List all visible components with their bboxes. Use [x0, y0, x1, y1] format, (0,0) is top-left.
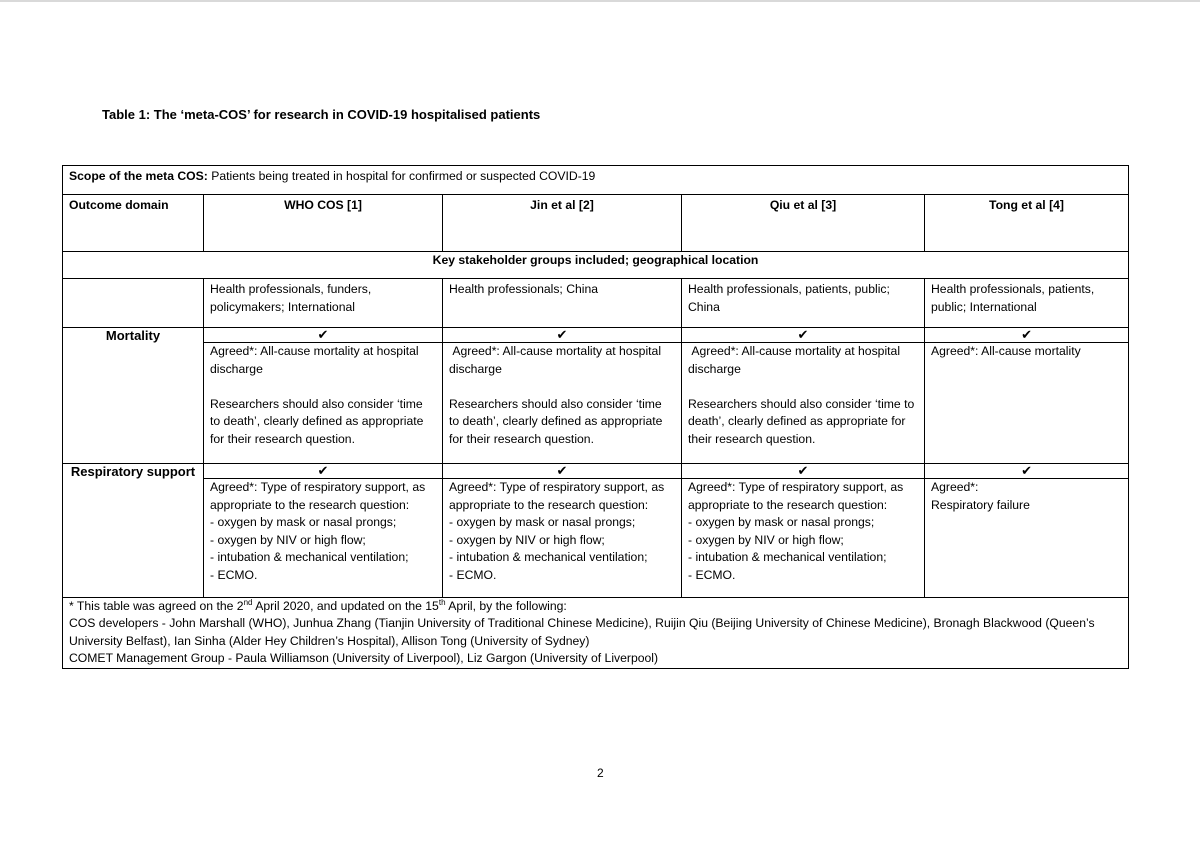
- footnote-comet: COMET Management Group - Paula Williamson (University of Liverpool), Liz Gargon (University of Liverpool): [69, 651, 659, 666]
- stakeholder-heading: Key stakeholder groups included; geographical location: [63, 252, 1129, 279]
- scope-row: [63, 166, 1129, 195]
- scope-text: Patients being treated in hospital for confirmed or suspected COVID-19: [207, 169, 596, 183]
- respiratory-who: [204, 479, 443, 598]
- respiratory-content-row: [63, 479, 1129, 598]
- footnote-sup: nd: [243, 597, 253, 607]
- stakeholder-row: [63, 279, 1129, 328]
- header-outcome-domain: Outcome domain: [63, 195, 204, 252]
- stakeholder-empty-cell: [63, 279, 204, 328]
- mortality-agreed: Agreed*: All-cause mortality: [931, 344, 1081, 358]
- stakeholder-qiu: Health professionals, patients, public; China: [682, 279, 925, 328]
- check-icon: ✔: [682, 464, 925, 479]
- check-icon: ✔: [443, 328, 682, 343]
- mortality-consider: Researchers should also consider ‘time to death’, clearly defined as appropriate for their research question.: [688, 396, 915, 446]
- page-top-border: [0, 0, 1200, 2]
- footnote-sup: th: [438, 597, 446, 607]
- respiratory-qiu: [682, 479, 925, 598]
- mortality-consider: Researchers should also consider ‘time to death’, clearly defined as appropriate for their research question.: [449, 396, 663, 446]
- footnote-text: April, by the following:: [445, 599, 567, 613]
- scope-label: Scope of the meta COS:: [69, 169, 208, 183]
- respiratory-tong-text: Respiratory failure: [931, 497, 1030, 512]
- respiratory-item: - oxygen by mask or nasal prongs;: [210, 515, 397, 530]
- stakeholder-who: Health professionals, funders, policymakers; International: [204, 279, 443, 328]
- respiratory-item: - oxygen by NIV or high flow;: [449, 532, 605, 547]
- respiratory-item: - intubation & mechanical ventilation;: [449, 550, 648, 565]
- header-tong: Tong et al [4]: [925, 195, 1129, 252]
- respiratory-item: - ECMO.: [210, 567, 258, 582]
- footnote-cell: [63, 598, 1129, 669]
- mortality-consider: Researchers should also consider ‘time to death’, clearly defined as appropriate for their research question.: [210, 396, 424, 446]
- mortality-jin: [443, 343, 682, 464]
- respiratory-agreed: Agreed*: Type of respiratory support, as appropriate to the research question:: [688, 480, 904, 512]
- check-icon: ✔: [682, 328, 925, 343]
- header-jin: Jin et al [2]: [443, 195, 682, 252]
- respiratory-jin: [443, 479, 682, 598]
- mortality-tong: [925, 343, 1129, 464]
- domain-mortality: Mortality: [63, 328, 204, 464]
- respiratory-item: - ECMO.: [449, 567, 497, 582]
- mortality-qiu: [682, 343, 925, 464]
- page-number: 2: [597, 766, 604, 780]
- footnote-developers: COS developers - John Marshall (WHO), Junhua Zhang (Tianjin University of Traditional Chinese Medicine), Ruijin Qiu (Beijing University of Chinese Medicine), Bronagh Blackwood (Queen’s University Belfast), Ian Sinha (Alder Hey Children’s Hospital), Allison Tong (University of Sydney): [69, 616, 1095, 648]
- respiratory-agreed: Agreed*:: [931, 480, 979, 494]
- respiratory-item: - intubation & mechanical ventilation;: [688, 550, 887, 565]
- table-title: Table 1: The ‘meta-COS’ for research in COVID-19 hospitalised patients: [102, 107, 541, 122]
- respiratory-item: - oxygen by NIV or high flow;: [210, 532, 366, 547]
- check-icon: ✔: [925, 328, 1129, 343]
- respiratory-item: - intubation & mechanical ventilation;: [210, 550, 409, 565]
- respiratory-item: - oxygen by mask or nasal prongs;: [688, 515, 875, 530]
- respiratory-item: - ECMO.: [688, 567, 736, 582]
- respiratory-agreed: Agreed*: Type of respiratory support, as appropriate to the research question:: [449, 480, 665, 512]
- mortality-agreed: Agreed*: All-cause mortality at hospital discharge: [210, 344, 419, 376]
- respiratory-item: - oxygen by mask or nasal prongs;: [449, 515, 636, 530]
- stakeholder-jin: Health professionals; China: [443, 279, 682, 328]
- footnote-agreed-line: [69, 598, 1122, 615]
- meta-cos-table: [62, 165, 1129, 669]
- check-icon: ✔: [925, 464, 1129, 479]
- mortality-agreed: Agreed*: All-cause mortality at hospital discharge: [688, 344, 904, 376]
- respiratory-tong: [925, 479, 1129, 598]
- scope-cell: [63, 166, 1129, 195]
- respiratory-item: - oxygen by NIV or high flow;: [688, 532, 844, 547]
- mortality-agreed: Agreed*: All-cause mortality at hospital discharge: [449, 344, 665, 376]
- stakeholder-tong: Health professionals, patients, public; International: [925, 279, 1129, 328]
- check-icon: ✔: [443, 464, 682, 479]
- footnote-text: * This table was agreed on the 2: [69, 599, 244, 613]
- footnote-text: April 2020, and updated on the 15: [252, 599, 439, 613]
- mortality-content-row: [63, 343, 1129, 464]
- mortality-who: [204, 343, 443, 464]
- respiratory-tick-row: [63, 464, 1129, 479]
- domain-respiratory-support: Respiratory support: [63, 464, 204, 598]
- respiratory-agreed: Agreed*: Type of respiratory support, as appropriate to the research question:: [210, 480, 426, 512]
- stakeholder-heading-row: [63, 252, 1129, 279]
- check-icon: ✔: [204, 464, 443, 479]
- header-row: [63, 195, 1129, 252]
- header-qiu: Qiu et al [3]: [682, 195, 925, 252]
- header-who-cos: WHO COS [1]: [204, 195, 443, 252]
- check-icon: ✔: [204, 328, 443, 343]
- mortality-tick-row: [63, 328, 1129, 343]
- footnote-row: [63, 598, 1129, 669]
